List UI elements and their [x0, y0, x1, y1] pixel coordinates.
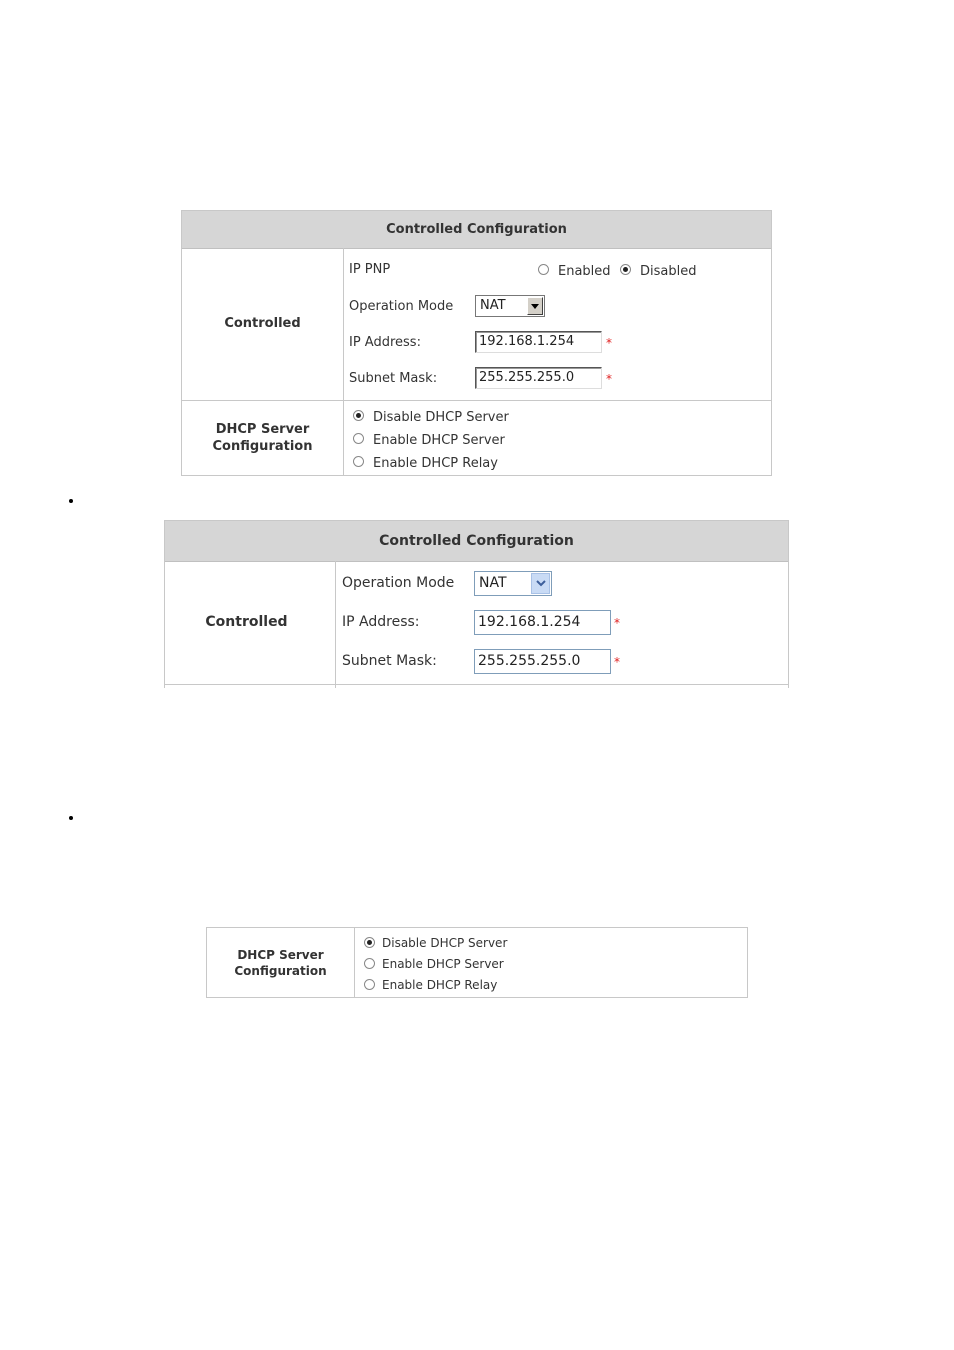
operation-mode-select[interactable]: [475, 295, 545, 317]
subnet-mask-label: Subnet Mask:: [349, 371, 438, 386]
enable-dhcp-relay-label: Enable DHCP Relay: [382, 978, 498, 992]
panel-header: Controlled Configuration: [182, 211, 771, 249]
operation-mode-label: Operation Mode: [349, 299, 454, 314]
enable-dhcp-server-label: Enable DHCP Server: [382, 957, 504, 971]
controlled-row-label: Controlled: [205, 614, 288, 630]
bullet: [69, 816, 73, 820]
ip-address-label: IP Address:: [342, 614, 420, 630]
subnet-mask-label: Subnet Mask:: [342, 653, 437, 669]
enable-dhcp-relay-radio[interactable]: [353, 456, 364, 467]
controlled-configuration-panel-1: [181, 210, 772, 476]
disable-dhcp-server-label: Disable DHCP Server: [382, 936, 508, 950]
column-divider: [335, 561, 336, 688]
bullet: [69, 499, 73, 503]
ip-pnp-enabled-label: Enabled: [558, 264, 611, 279]
required-marker: *: [614, 655, 620, 669]
controlled-row-label: Controlled: [224, 316, 301, 331]
panel-header: Controlled Configuration: [165, 521, 788, 562]
ip-pnp-label: IP PNP: [349, 262, 391, 277]
dhcp-server-configuration-label: [207, 947, 354, 979]
column-divider: [343, 248, 344, 475]
column-divider: [354, 928, 355, 997]
dhcp-label-line2: Configuration: [212, 439, 313, 454]
required-marker: *: [606, 372, 612, 386]
controlled-configuration-panel-2: [164, 520, 789, 688]
operation-mode-value: NAT: [479, 575, 507, 591]
row-divider: [165, 684, 788, 685]
required-marker: *: [614, 616, 620, 630]
dhcp-server-configuration-label: [182, 421, 343, 455]
chevron-down-icon[interactable]: [527, 297, 543, 315]
chevron-down-icon[interactable]: [531, 573, 550, 594]
disable-dhcp-server-radio[interactable]: [353, 410, 364, 421]
ip-address-label: IP Address:: [349, 335, 421, 350]
ip-pnp-enabled-radio[interactable]: [538, 264, 549, 275]
enable-dhcp-server-radio[interactable]: [364, 958, 375, 969]
operation-mode-label: Operation Mode: [342, 575, 455, 591]
operation-mode-select[interactable]: [474, 571, 552, 596]
dhcp-server-configuration-panel: [206, 927, 748, 998]
enable-dhcp-server-radio[interactable]: [353, 433, 364, 444]
ip-pnp-disabled-radio[interactable]: [620, 264, 631, 275]
ip-address-input[interactable]: 192.168.1.254: [474, 610, 611, 635]
row-divider: [182, 400, 771, 401]
ip-address-input[interactable]: 192.168.1.254: [475, 331, 602, 353]
required-marker: *: [606, 336, 612, 350]
ip-pnp-disabled-label: Disabled: [640, 264, 697, 279]
disable-dhcp-server-radio[interactable]: [364, 937, 375, 948]
dhcp-label-line1: DHCP Server: [215, 422, 310, 437]
subnet-mask-input[interactable]: 255.255.255.0: [475, 367, 602, 389]
disable-dhcp-server-label: Disable DHCP Server: [373, 410, 509, 425]
dhcp-label-line1: DHCP Server: [237, 948, 324, 962]
enable-dhcp-relay-label: Enable DHCP Relay: [373, 456, 498, 471]
dhcp-label-line2: Configuration: [234, 964, 327, 978]
enable-dhcp-server-label: Enable DHCP Server: [373, 433, 505, 448]
operation-mode-value: NAT: [480, 298, 506, 313]
subnet-mask-input[interactable]: 255.255.255.0: [474, 649, 611, 674]
enable-dhcp-relay-radio[interactable]: [364, 979, 375, 990]
